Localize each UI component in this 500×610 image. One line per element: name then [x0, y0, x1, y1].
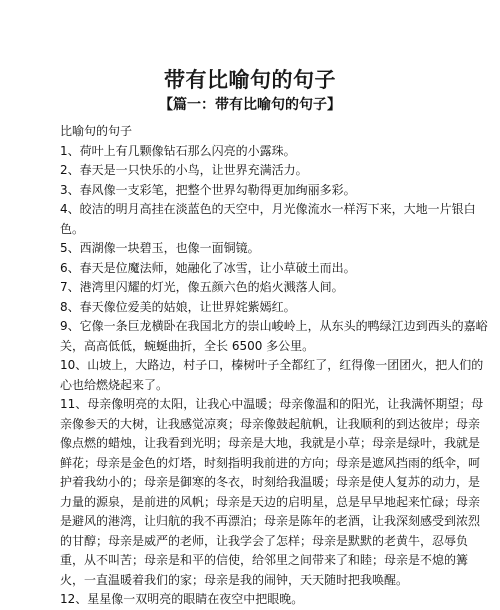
article-body	[60, 122, 490, 610]
list-item: 5、西湖像一块碧玉，也像一面铜镜。	[60, 241, 260, 255]
list-item: 6、春天是位魔法师，她融化了冰雪，让小草破土而出。	[60, 260, 356, 275]
list-item: 9、它像一条巨龙横卧在我国北方的崇山峻岭上，从东头的鸭绿江边到西头的嘉峪关，高高低低，蜿蜒曲折，全长 6500 多公里。	[60, 319, 488, 353]
list-item: 10、山坡上，大路边，村子口，榛树叶子全都红了，红得像一团团火，把人们的心也给燃烧起来了。	[60, 358, 484, 392]
section-heading: 比喻句的句子	[60, 124, 133, 138]
list-item: 2、春天是一只快乐的小鸟，让世界充满活力。	[60, 163, 308, 177]
page-title: 带有比喻句的句子	[164, 68, 336, 92]
list-item: 12、星星像一双明亮的眼睛在夜空中把眼晚。	[60, 592, 304, 606]
list-item: 4、皎洁的明月高挂在淡蓝色的天空中，月光像流水一样泻下来，大地一片银白色。	[60, 202, 476, 236]
list-item: 1、荷叶上有几颗像钻石那么闪亮的小露珠。	[60, 143, 296, 158]
list-item: 8、春天像位爱美的姑娘，让世界姹紫嫣红。	[60, 299, 296, 314]
list-item: 11、母亲像明亮的太阳，让我心中温暖；母亲像温和的阳光，让我满怀期望；母亲像参天的大树，让我感觉凉爽；母亲像鼓起航帆，让我顺利的到达彼岸；母亲像点燃的蜡烛，让我看到光明；母亲是大地，我就是小草；母亲是绿叶，我就是鲜花；母亲是金色的灯塔，时刻指明我前进的方向；母亲是遮风挡雨的纸伞，呵护着我幼小的；母亲是御寒的冬衣，时刻给我温暖；母亲是使人复苏的动力，是力量的源泉，是前进的风帆；母亲是天边的启明星，总是早早地起来忙碌；母亲是避风的港湾，让归航的我不再漂泊；母亲是陈年的老酒，让我深刻感受到浓烈的甘醇；母亲是威严的老师，让我学会了怎样；母亲是默默的老黄牛，忍辱负重，从不叫苦；母亲是和平的信使，给邻里之间带来了和睦；母亲是不熄的篝火，一直温暖着我们的家；母亲是我的闹钟，天天随时把我唤醒。	[60, 397, 484, 587]
list-item: 7、港湾里闪耀的灯光，像五颜六色的焰火溅落人间。	[60, 280, 344, 294]
list-item: 3、春风像一支彩笔，把整个世界勾勒得更加绚丽多彩。	[60, 182, 356, 197]
section-subtitle: 【篇一：带有比喻句的句子】	[159, 97, 341, 113]
